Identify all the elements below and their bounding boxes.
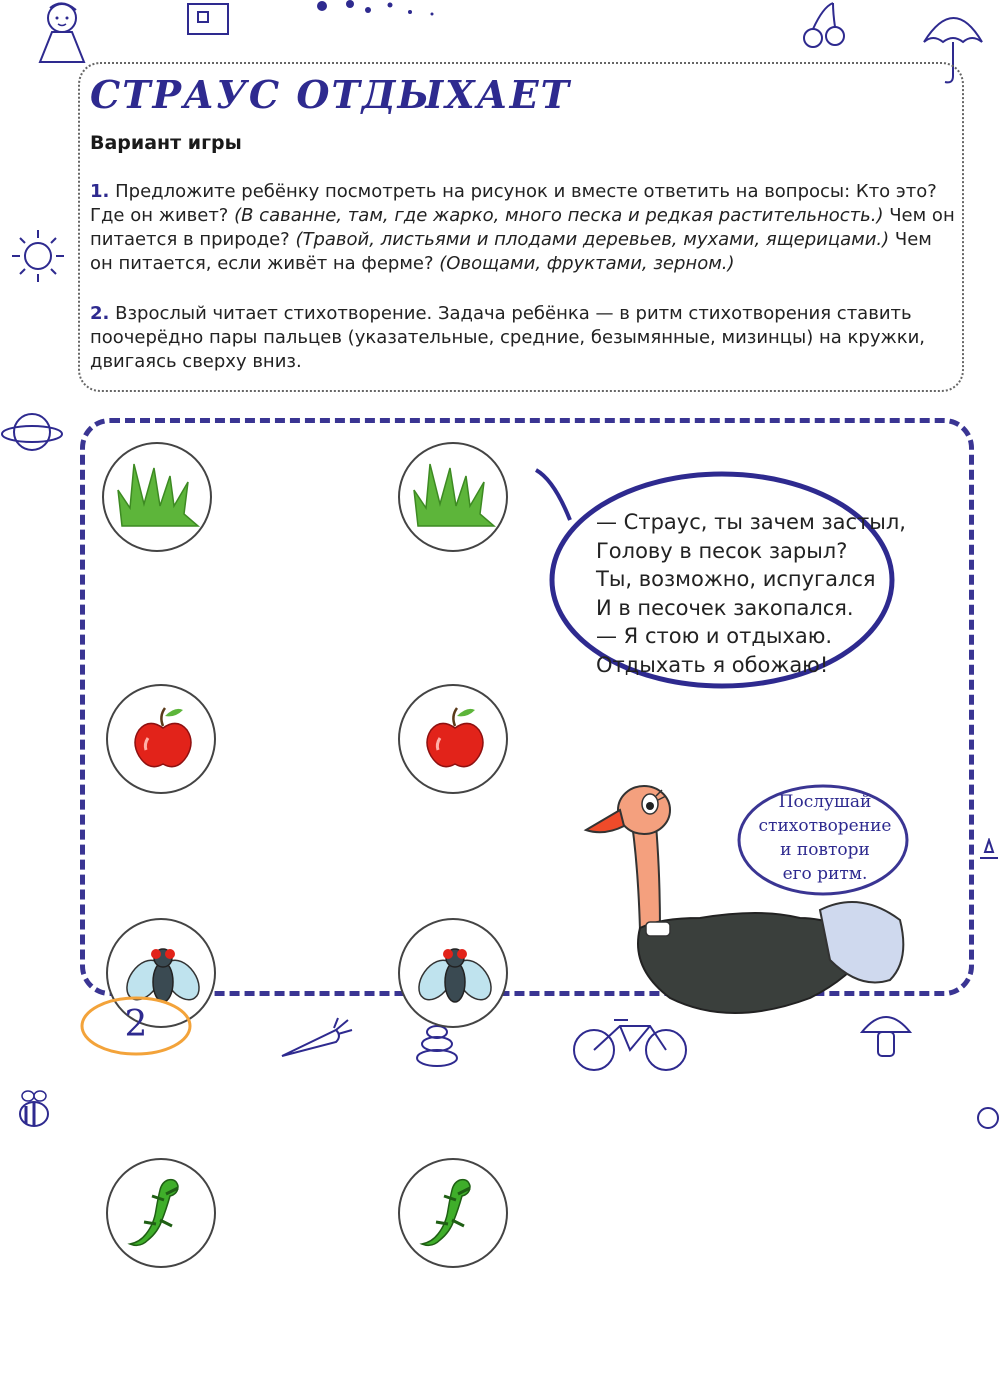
sun-icon bbox=[8, 226, 68, 286]
poem-line: Ты, возможно, испугался bbox=[596, 567, 876, 591]
poem-line: Голову в песок зарыл? bbox=[596, 538, 848, 563]
instruction-paragraph-1 bbox=[90, 180, 958, 276]
planet-icon bbox=[0, 404, 64, 460]
lizard-icon bbox=[400, 1160, 510, 1270]
instruction-answer: (Травой, листьями и плодами деревьев, мухами, ящерицами.) bbox=[295, 229, 890, 250]
apple-circle-left[interactable] bbox=[106, 684, 216, 794]
page-number: 2 bbox=[124, 1004, 148, 1045]
hint-line: его ритм. bbox=[782, 864, 868, 884]
grass-icon bbox=[400, 444, 510, 554]
bee-icon bbox=[14, 1088, 54, 1132]
instruction-paragraph-2 bbox=[90, 302, 958, 374]
hint-line: и повтори bbox=[780, 840, 870, 860]
doodle-girl-icon bbox=[22, 0, 92, 70]
lizard-circle-right[interactable] bbox=[398, 1158, 508, 1268]
cherries-icon bbox=[795, 0, 855, 50]
doodle-house-icon bbox=[180, 0, 240, 40]
hint-text bbox=[740, 790, 910, 886]
instruction-text: Взрослый читает стихотворение. Задача ребёнка — в ритм стихотворения ставить поочерёдно пары пальцев (указательные, средние, безымянные, мизинцы) на кружки, двигаясь сверху вниз. bbox=[90, 303, 925, 372]
apple-icon bbox=[400, 686, 510, 796]
apple-icon bbox=[108, 686, 218, 796]
instruction-answer: (Овощами, фруктами, зерном.) bbox=[439, 253, 735, 274]
instruction-text: Предложите ребёнку посмотреть на рисунок и вместе ответить на вопросы: Кто это? Где он живет? bbox=[90, 181, 937, 226]
fly-icon bbox=[400, 920, 510, 1030]
hint-line: стихотворение bbox=[758, 816, 892, 836]
instruction-text: Чем он питается в природе? bbox=[90, 205, 955, 250]
poem-line: Отдыхать я обожаю! bbox=[596, 652, 829, 677]
hint-line: Послушай bbox=[778, 792, 872, 812]
instruction-answer: (В саванне, там, где жарко, много песка и редкая растительность.) bbox=[234, 205, 884, 226]
poem-line: — Страус, ты зачем застыл, bbox=[596, 510, 906, 534]
poem-line: — Я стою и отдыхаю. bbox=[596, 624, 833, 648]
grass-icon bbox=[104, 444, 214, 554]
ink-splash-icon bbox=[310, 0, 450, 20]
poem bbox=[596, 508, 906, 679]
bicycle-icon bbox=[570, 1016, 690, 1072]
fly-circle-right[interactable] bbox=[398, 918, 508, 1028]
snail-icon bbox=[972, 1098, 1000, 1138]
step-number: 2. bbox=[90, 303, 110, 324]
carrot-icon bbox=[276, 1016, 356, 1066]
poem-line: И в песочек закопался. bbox=[596, 595, 854, 620]
step-number: 1. bbox=[90, 181, 110, 202]
page-title: СТРАУС ОТДЫХАЕТ bbox=[90, 72, 571, 117]
instruction-text: Чем он питается, если живёт на ферме? bbox=[90, 229, 932, 274]
lizard-icon bbox=[108, 1160, 218, 1270]
grass-circle-right[interactable] bbox=[398, 442, 508, 552]
lizard-circle-left[interactable] bbox=[106, 1158, 216, 1268]
apple-circle-right[interactable] bbox=[398, 684, 508, 794]
variant-heading: Вариант игры bbox=[90, 132, 242, 154]
star-doodle-icon bbox=[978, 838, 1000, 878]
grass-circle-left[interactable] bbox=[102, 442, 212, 552]
